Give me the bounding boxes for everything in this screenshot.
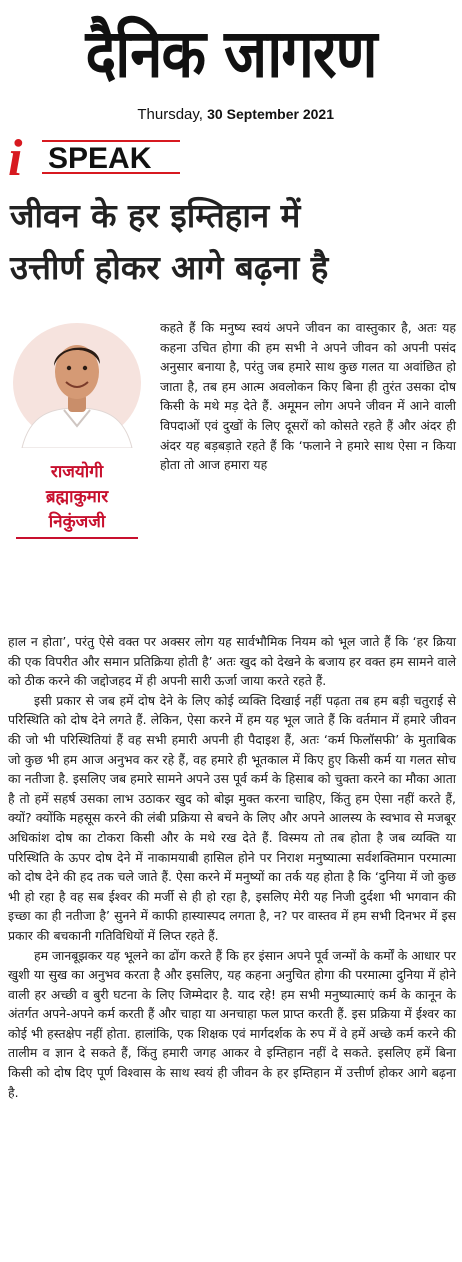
headline-line-2: उत्तीर्ण होकर आगे बढ़ना है — [10, 248, 329, 287]
article-intro-text: कहते हैं कि मनुष्य स्वयं अपने जीवन का वास्तुकार है, अतः यह कहना उचित होगा की हम सभी ने अपने जीवन को अपनी पसंद अनुसार बनाया है, परंतु जब हमारे साथ कुछ गलत या अवांछित हो जाता है, तब हम आत्म अवलोकन किए बिना ही तुरंत उसका दोष किसी के मथे मड़ देते हैं. अमूमन लोग अपने जीवन में आने वाली विपदाओं एवं दुखों के लिए दूसरों को कोसते रहते हैं और अंदर ही अंदर यह बड़बड़ाते रहते हैं कि ‘फलाने ने हमारे साथ ऐसा न किया होता तो आज हमारा यह — [160, 320, 456, 473]
author-photo — [8, 318, 146, 448]
publication-date — [137, 106, 334, 123]
article-paragraph-3: हम जानबूझकर यह भूलने का ढोंग करते हैं कि हर इंसान अपने पूर्व जन्मों के कर्मों के आधार पर खुशी या सुख का अनुभव करता है और इसलिए, यह कहना अनुचित होगा की परमात्मा दुनिया में होने वाली हर अच्छी व बुरी घटना के लिए जिम्मेदार है. याद रहे! हम सभी मनुष्यात्माएं कर्म के कानून के अंतर्गत अपने-अपने कर्म करती हैं और चाहा या अनचाहा फल प्राप्त करती हैं. इस प्रक्रिया में ईश्वर का कोई भी हस्तक्षेप नहीं होता. हालांकि, एक शिक्षक एवं मार्गदर्शक के रुप में वे हमें अच्छे कर्म करने की तालीम व ज्ञान दे सकते हैं, किंतु हमारी जगह आकर वे इम्तिहान नहीं दे सकते. इसलिए हमें बिना किसी को दोष दिए पूर्ण विश्वास के साथ स्वयं ही जीवन के हर इम्तिहान में उत्तीर्ण होकर आगे बढ़ना है. — [8, 947, 456, 1100]
masthead — [0, 0, 462, 123]
date-value: 30 September 2021 — [207, 106, 334, 122]
author-eye-left — [67, 366, 71, 370]
article-body — [8, 632, 456, 1102]
author-title-2: ब्रह्माकुमार — [45, 487, 109, 507]
section-label: SPEAK — [42, 140, 180, 174]
article-paragraph-1: हाल न होता’, परंतु ऐसे वक्त पर अक्सर लोग यह सार्वभौमिक नियम को भूल जाते हैं कि ‘हर क्रिया की एक विपरीत और समान प्रतिक्रिया होती है’ अतः खुद को देखने के बजाय हर वक्त हम सामने वाले को ठीक करने की जद्दोजहद में ही अपनी सारी ऊर्जा जाया करते रहते हैं. — [8, 634, 456, 689]
author-name: निकुंजजी — [48, 512, 106, 532]
author-eye-right — [83, 366, 87, 370]
headline-line-1: जीवन के हर इम्तिहान में — [10, 196, 301, 235]
date-day: Thursday, — [137, 106, 203, 123]
headline — [10, 190, 454, 294]
section-prefix: i — [8, 130, 23, 187]
newspaper-title: दैनिक जागरण — [85, 14, 377, 93]
article-paragraph-2: इसी प्रकार से जब हमें दोष देने के लिए कोई व्यक्ति दिखाई नहीं पढ़ता तब हम बड़ी चतुराई से परिस्थिति को दोष देने लगते हैं. लेकिन, ऐसा करने में हम यह भूल जाते हैं कि वर्तमान में हमारे जीवन की जो भी परिस्थितियां हैं वह सभी हमारी अपनी ही पैदाइश हैं, अतः ‘कर्म फिलॉसफी’ के मुताबिक जो कुछ भी हम आज अनुभव कर रहे हैं, वह हमारे ही भूतकाल में किए हुए किसी कर्म या गलत सोच का नतीजा है. इसलिए जब हमारे सामने अपने उस पूर्व कर्म के हिसाब को चुक्ता करने का मौका आता है तो हमें सहर्ष उसका लाभ उठाकर खुद को बोझ मुक्त करना चाहिए, किंतु हम ऐसा नहीं करते हैं, क्यों? क्योंकि महसूस करने की लंबी प्रक्रिया से बचने के लिए और अपने आलस्य के स्वभाव से मजबूर अधिकांश दोष का टोकरा किसी और के मथे रख देते हैं. विस्मय तो तब होता है जब व्यक्ति या परिस्थिति के ऊपर दोष देने में नाकामयाबी हासिल होने पर निराश मनुष्यात्मा सर्वशक्तिमान परमात्मा को दोष देने की हद तक चले जाते हैं. ऐसा करने में मनुष्यों का तर्क यह होता है कि ‘दुनिया में जो कुछ भी हो रहा है वह सब ईश्वर की मर्जी से ही हो रहा है, इसलिए मेरी यह निजी दुर्दशा भी भगवान की इच्छा का ही नतीजा है’ सुनने में काफी हास्यास्पद लगता है, न? पर वास्तव में हम सभी दिनभर में इस प्रकार की बचकानी गतिविधियों में लिप्त रहते हैं. — [8, 692, 456, 943]
author-title-1: राजयोगी — [50, 462, 104, 482]
author-byline — [10, 460, 144, 541]
byline-rule — [16, 537, 138, 539]
article-intro — [160, 318, 456, 475]
section-badge — [8, 130, 183, 187]
